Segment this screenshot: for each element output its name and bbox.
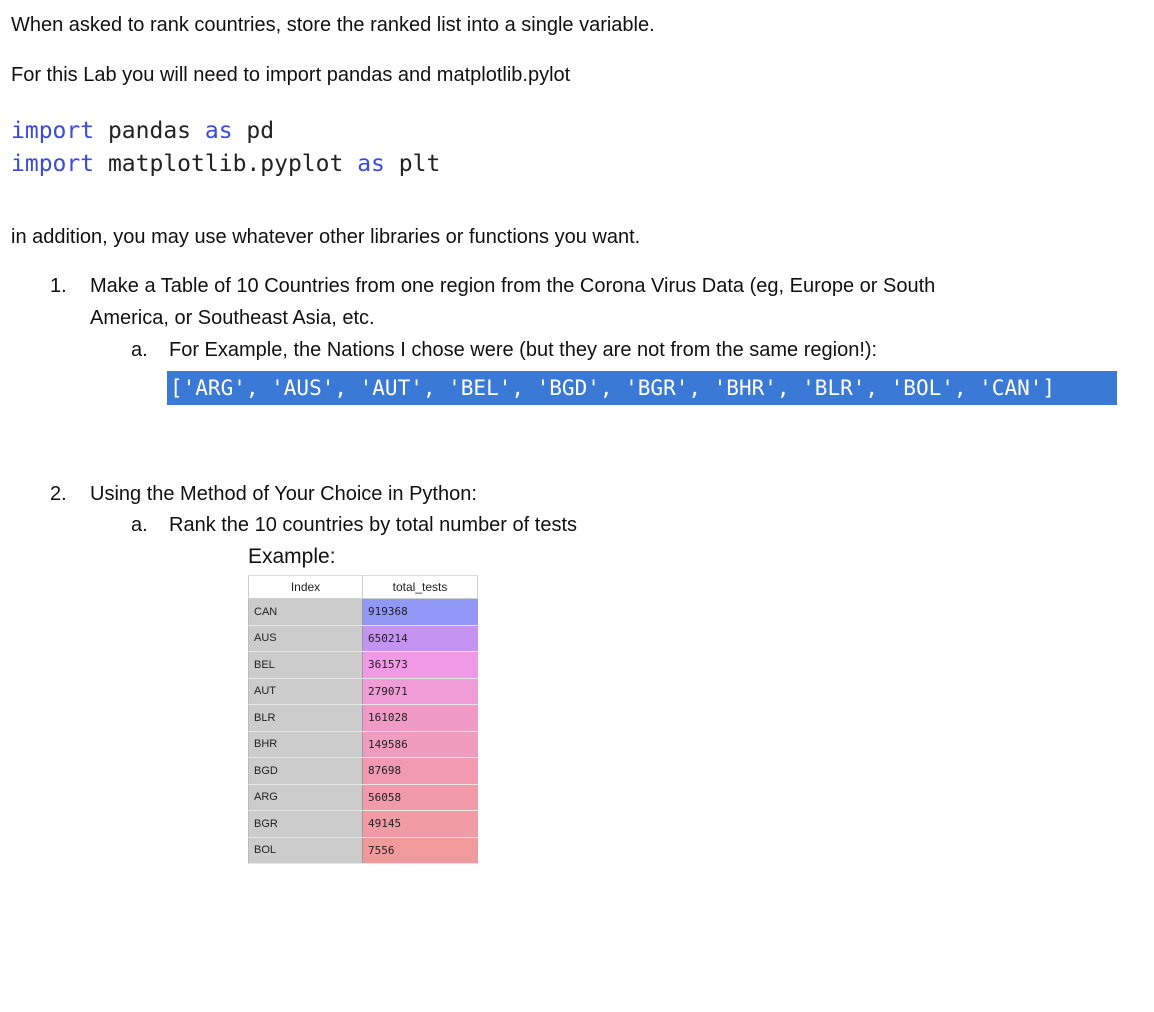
step-2a-text: Rank the 10 countries by total number of tests (169, 514, 577, 536)
addition-text: in addition, you may use whatever other libraries or functions you want. (11, 226, 641, 248)
step-1a-text: For Example, the Nations I chose were (but they are not from the same region!): (169, 339, 878, 361)
table-cell-total-tests: 361573 (363, 652, 478, 679)
code-line-import-pandas (11, 116, 274, 146)
code-keyword-as: as (357, 151, 385, 177)
table-cell-total-tests: 49145 (363, 811, 478, 838)
table-body (249, 599, 478, 864)
table-header-total-tests: total_tests (363, 576, 478, 599)
code-alias-pd: pd (232, 118, 275, 144)
table-cell-total-tests: 149586 (363, 731, 478, 758)
code-module-pandas: pandas (94, 118, 205, 144)
table-cell-index: BGR (249, 811, 363, 838)
table-row (249, 599, 478, 626)
table-cell-index: BEL (249, 652, 363, 679)
table-row (249, 705, 478, 732)
table-cell-index: BHR (249, 731, 363, 758)
table-cell-index: CAN (249, 599, 363, 626)
step-2a-letter: a. (131, 514, 148, 536)
table-row (249, 758, 478, 785)
code-keyword-import: import (11, 118, 95, 144)
code-module-matplotlib: matplotlib.pyplot (94, 151, 358, 177)
step-1-text-line-1: Make a Table of 10 Countries from one region from the Corona Virus Data (eg, Europe or South (90, 275, 936, 297)
step-1-number: 1. (50, 275, 67, 297)
table-cell-index: AUS (249, 625, 363, 652)
table-cell-total-tests: 161028 (363, 705, 478, 732)
table-cell-total-tests: 919368 (363, 599, 478, 626)
table-header-index: Index (249, 576, 363, 599)
intro-line-1: When asked to rank countries, store the ranked list into a single variable. (11, 14, 655, 36)
step-2-text: Using the Method of Your Choice in Python: (90, 483, 477, 505)
table-cell-total-tests: 56058 (363, 784, 478, 811)
table-cell-index: BOL (249, 837, 363, 864)
intro-line-2: For this Lab you will need to import pandas and matplotlib.pylot (11, 64, 571, 86)
table-cell-index: BLR (249, 705, 363, 732)
table-row (249, 784, 478, 811)
table-cell-total-tests: 279071 (363, 678, 478, 705)
table-cell-total-tests: 650214 (363, 625, 478, 652)
country-list-code-highlight: ['ARG', 'AUS', 'AUT', 'BEL', 'BGD', 'BGR', 'BHR', 'BLR', 'BOL', 'CAN'] (167, 371, 1117, 405)
table-row (249, 652, 478, 679)
table-cell-index: ARG (249, 784, 363, 811)
step-1a-letter: a. (131, 339, 148, 361)
ranked-tests-table (248, 575, 478, 864)
step-1-text-line-2: America, or Southeast Asia, etc. (90, 307, 375, 329)
table-cell-total-tests: 87698 (363, 758, 478, 785)
table-cell-index: BGD (249, 758, 363, 785)
code-line-import-matplotlib (11, 149, 440, 179)
code-alias-plt: plt (384, 151, 441, 177)
code-keyword-import: import (11, 151, 95, 177)
table-row (249, 625, 478, 652)
table-row (249, 678, 478, 705)
step-2-number: 2. (50, 483, 67, 505)
code-keyword-as: as (204, 118, 233, 144)
table-row (249, 811, 478, 838)
table-row (249, 837, 478, 864)
table-cell-index: AUT (249, 678, 363, 705)
example-label: Example: (248, 545, 336, 568)
table-row (249, 731, 478, 758)
table-header-row (249, 576, 478, 599)
table-cell-total-tests: 7556 (363, 837, 478, 864)
